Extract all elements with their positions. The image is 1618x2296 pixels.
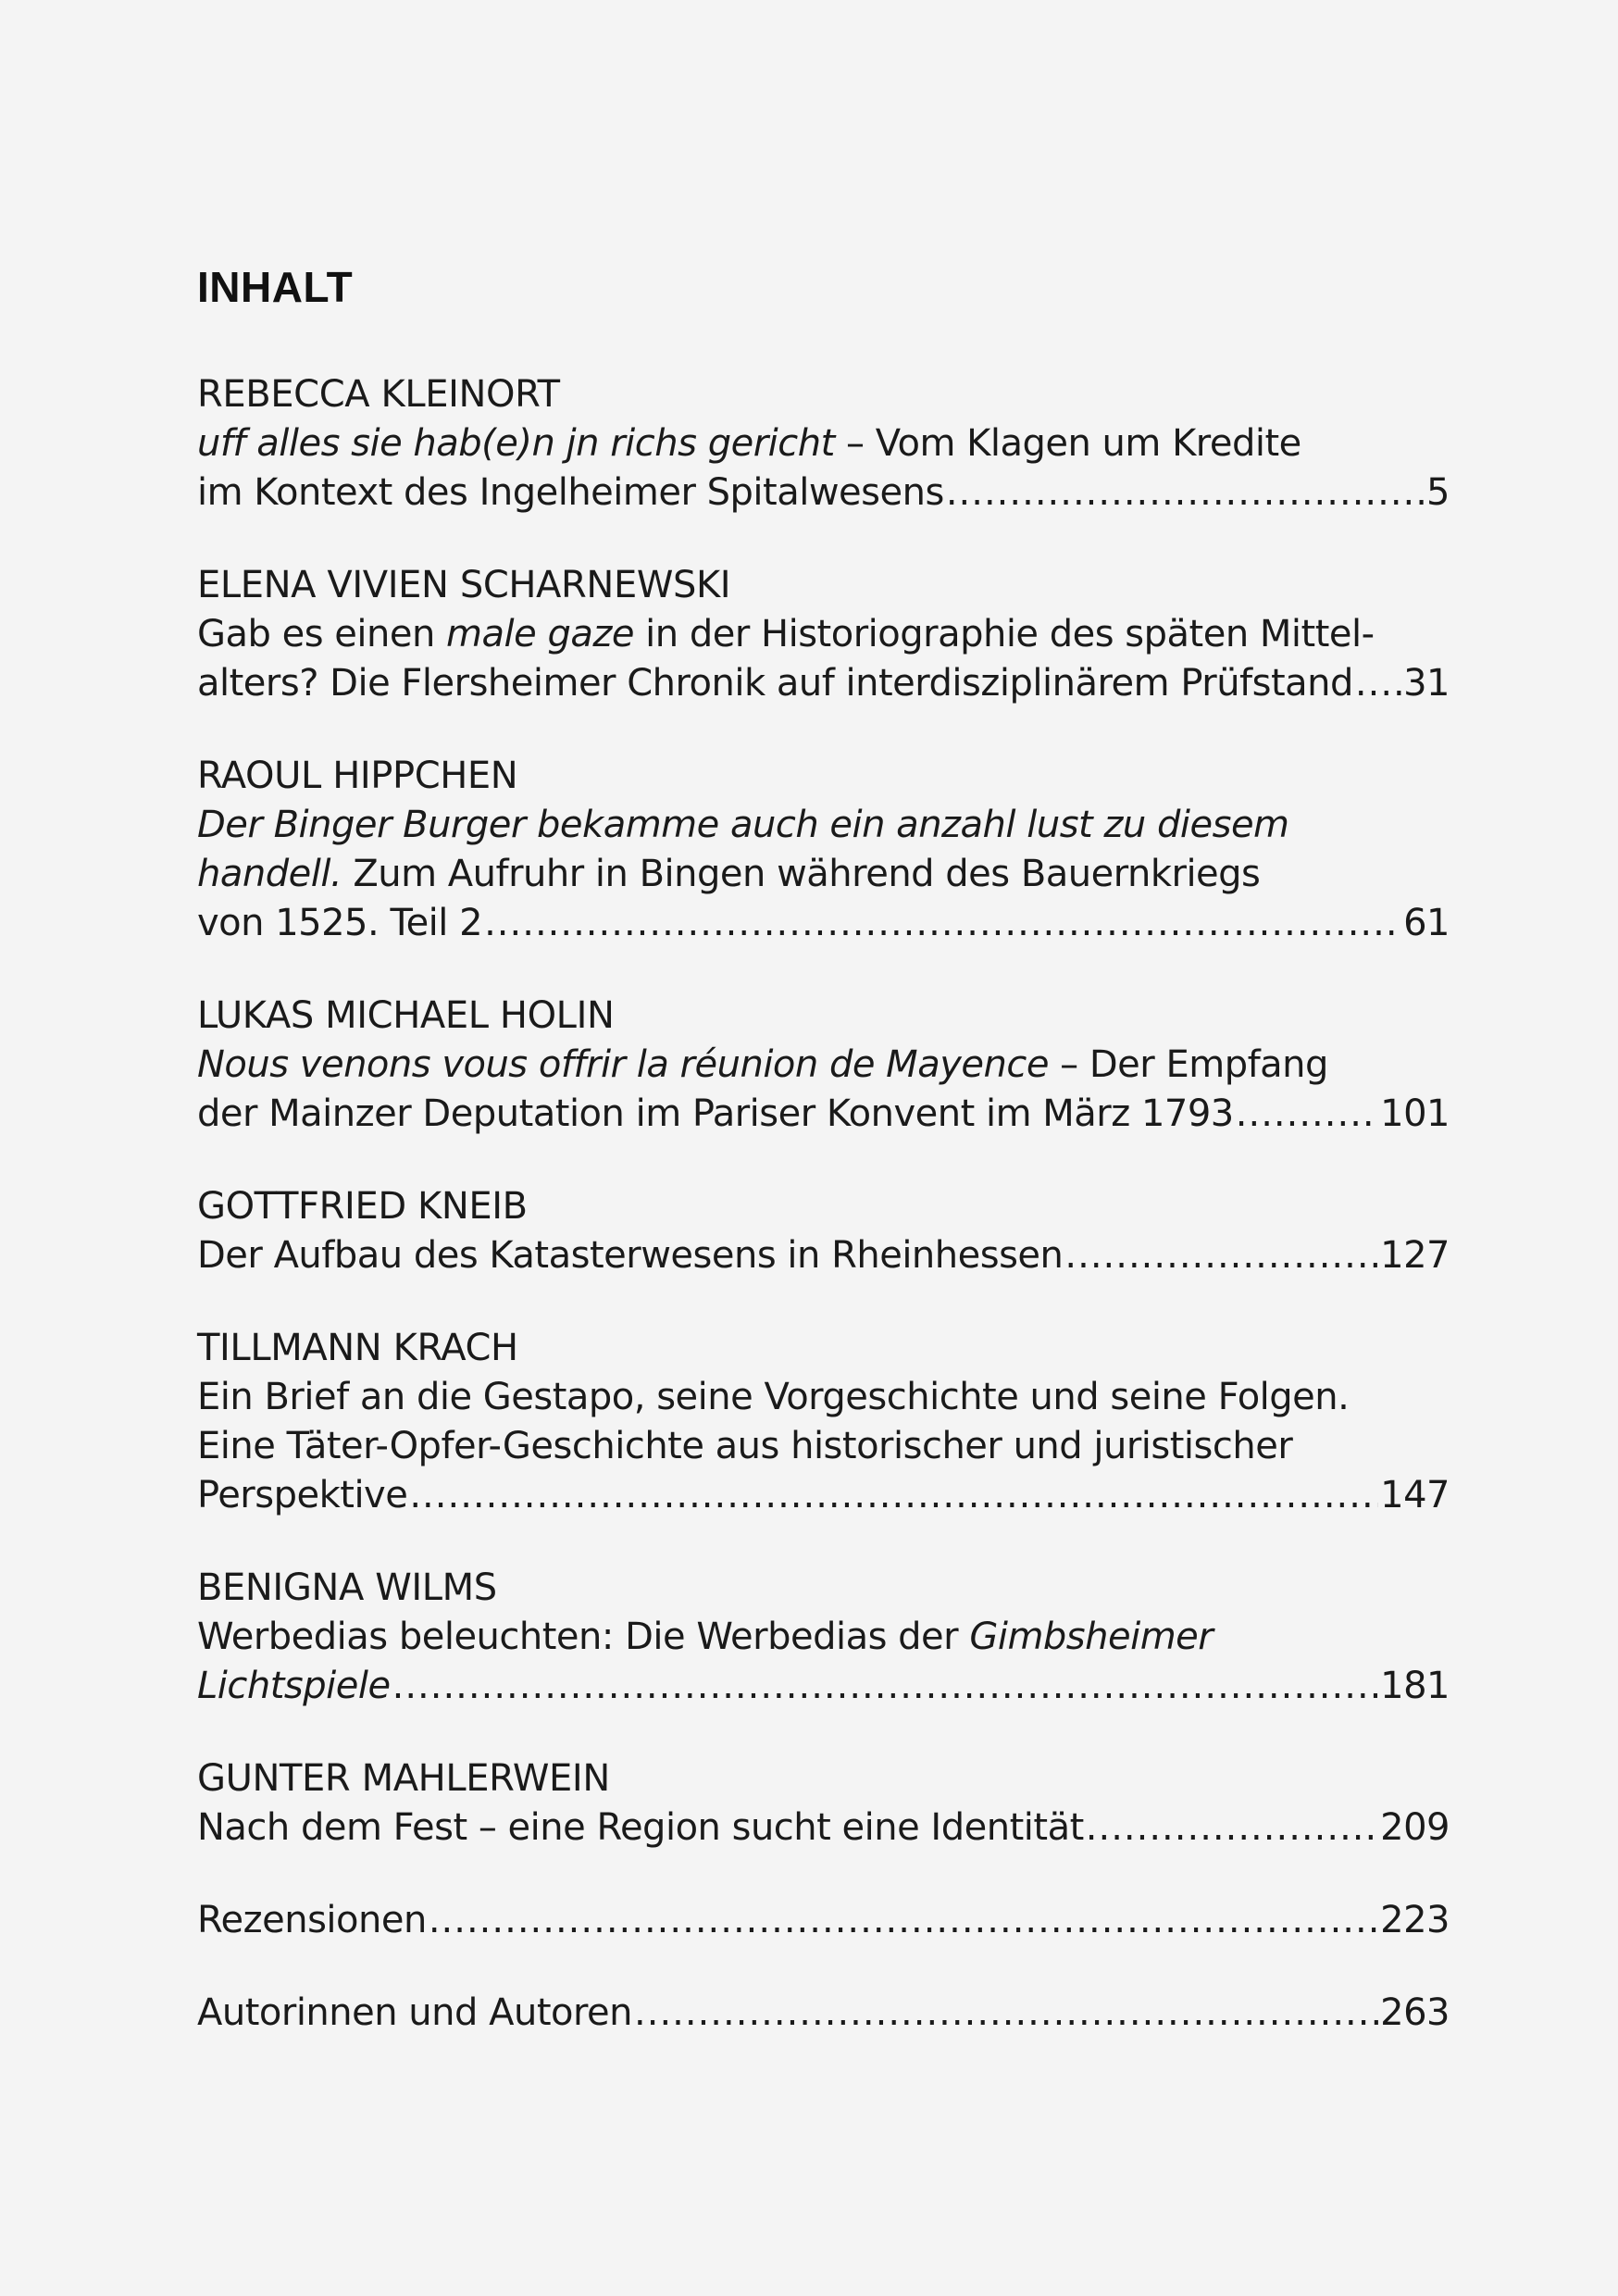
entry-author: ELENA VIVIEN SCHARNEWSKI: [197, 564, 731, 606]
entry-page-number: 223: [1380, 1899, 1450, 1941]
dot-leader: [1236, 1090, 1378, 1139]
toc-entry-kleinort[interactable]: [197, 370, 1450, 518]
entry-title-leader-line: [197, 1231, 1450, 1280]
entry-title-text: Werbedias beleuchten: Die Werbedias der: [197, 1616, 970, 1658]
entry-author: TILLMANN KRACH: [197, 1327, 518, 1369]
entry-page-number: 101: [1380, 1092, 1450, 1135]
entry-author: BENIGNA WILMS: [197, 1566, 497, 1609]
entry-page-number: 209: [1380, 1806, 1450, 1849]
dot-leader: [1086, 1803, 1378, 1853]
entry-title-line: [197, 1373, 1450, 1422]
dot-leader: [946, 468, 1425, 518]
toc-page: [197, 0, 1450, 2296]
dot-leader: [484, 899, 1401, 948]
toc-entry-krach[interactable]: [197, 1324, 1450, 1520]
entry-title-text: – Der Empfang: [1048, 1043, 1328, 1086]
entry-author: GUNTER MAHLERWEIN: [197, 1757, 610, 1800]
entry-page-number: 127: [1380, 1234, 1450, 1277]
entry-title-italic: uff alles sie hab(e)n jn richs gericht: [197, 422, 835, 465]
entry-title-text: Zum Aufruhr in Bingen während des Bauernkriegs: [342, 853, 1261, 895]
entry-title-text: in der Historiographie des späten Mittel-: [633, 613, 1375, 655]
entry-title-text: Ein Brief an die Gestapo, seine Vorgeschichte und seine Folgen.: [197, 1376, 1350, 1418]
dot-leader: [1064, 1231, 1378, 1280]
entry-page-number: 147: [1380, 1474, 1450, 1516]
entry-title-italic: Der Binger Burger bekamme auch ein anzahl lust zu diesem: [197, 804, 1289, 846]
toc-entry-holin[interactable]: [197, 992, 1450, 1139]
entry-title-leader-line: [197, 899, 1450, 948]
entry-author: GOTTFRIED KNEIB: [197, 1185, 528, 1228]
toc-list: [197, 370, 1450, 2081]
toc-entry-scharnewski[interactable]: [197, 561, 1450, 708]
entry-title-text: alters? Die Flersheimer Chronik auf interdisziplinärem Prüfstand: [197, 662, 1353, 705]
entry-title-text: Autorinnen und Autoren: [197, 1991, 633, 2034]
entry-title-line: [197, 801, 1450, 850]
entry-title-italic: male gaze: [446, 613, 634, 655]
entry-title-line: [197, 419, 1450, 468]
entry-title-line: [197, 610, 1450, 659]
entry-title-italic: Lichtspiele: [197, 1665, 391, 1707]
entry-title-italic: Nous venons vous offrir la réunion de Mayence: [197, 1043, 1049, 1086]
entry-title-italic: handell.: [197, 853, 342, 895]
entry-title-line: [197, 1041, 1450, 1090]
toc-entry-mahlerwein[interactable]: [197, 1754, 1450, 1853]
toc-entry-hippchen[interactable]: [197, 752, 1450, 948]
entry-title-text: Perspektive: [197, 1474, 408, 1516]
entry-title-text: – Vom Klagen um Kredite: [834, 422, 1301, 465]
entry-title-leader-line: [197, 659, 1450, 708]
entry-page-number: 181: [1380, 1665, 1450, 1707]
entry-title-leader-line: [197, 1090, 1450, 1139]
entry-title-leader-line: [197, 468, 1450, 518]
entry-title-leader-line: [197, 1803, 1450, 1853]
entry-title-line: [197, 1422, 1450, 1471]
entry-title-text: Rezensionen: [197, 1899, 427, 1941]
entry-title-text: Gab es einen: [197, 613, 447, 655]
toc-entry-kneib[interactable]: [197, 1182, 1450, 1280]
entry-title-text: Der Aufbau des Katasterwesens in Rheinhessen: [197, 1234, 1064, 1277]
entry-title-leader-line: [197, 1896, 1450, 1945]
entry-title-leader-line: [197, 1989, 1450, 2038]
dot-leader: [429, 1896, 1378, 1945]
dot-leader: [392, 1662, 1379, 1711]
entry-page-number: 263: [1380, 1991, 1450, 2034]
toc-entry-rezensionen[interactable]: [197, 1896, 1450, 1945]
entry-author: RAOUL HIPPCHEN: [197, 755, 518, 797]
entry-title-leader-line: [197, 1471, 1450, 1520]
entry-title-text: im Kontext des Ingelheimer Spitalwesens: [197, 471, 944, 514]
entry-page-number: 5: [1426, 471, 1450, 514]
entry-title-italic: Gimbsheimer: [969, 1616, 1214, 1658]
toc-entry-autoren[interactable]: [197, 1989, 1450, 2038]
entry-title-text: Eine Täter-Opfer-Geschichte aus historischer und juristischer: [197, 1425, 1293, 1467]
toc-entry-wilms[interactable]: [197, 1564, 1450, 1711]
entry-title-line: [197, 1613, 1450, 1662]
dot-leader: [634, 1989, 1378, 2038]
dot-leader: [409, 1471, 1378, 1520]
entry-title-text: Nach dem Fest – eine Region sucht eine Identität: [197, 1806, 1084, 1849]
entry-author: REBECCA KLEINORT: [197, 373, 560, 416]
entry-title-leader-line: [197, 1662, 1450, 1711]
entry-page-number: 31: [1403, 662, 1450, 705]
entry-title-line: [197, 850, 1450, 899]
entry-page-number: 61: [1403, 902, 1450, 944]
entry-author: LUKAS MICHAEL HOLIN: [197, 994, 615, 1037]
entry-title-text: der Mainzer Deputation im Pariser Konvent im März 1793: [197, 1092, 1234, 1135]
entry-title-text: von 1525. Teil 2: [197, 902, 483, 944]
dot-leader: [1355, 659, 1401, 708]
toc-heading: INHALT: [197, 263, 354, 311]
